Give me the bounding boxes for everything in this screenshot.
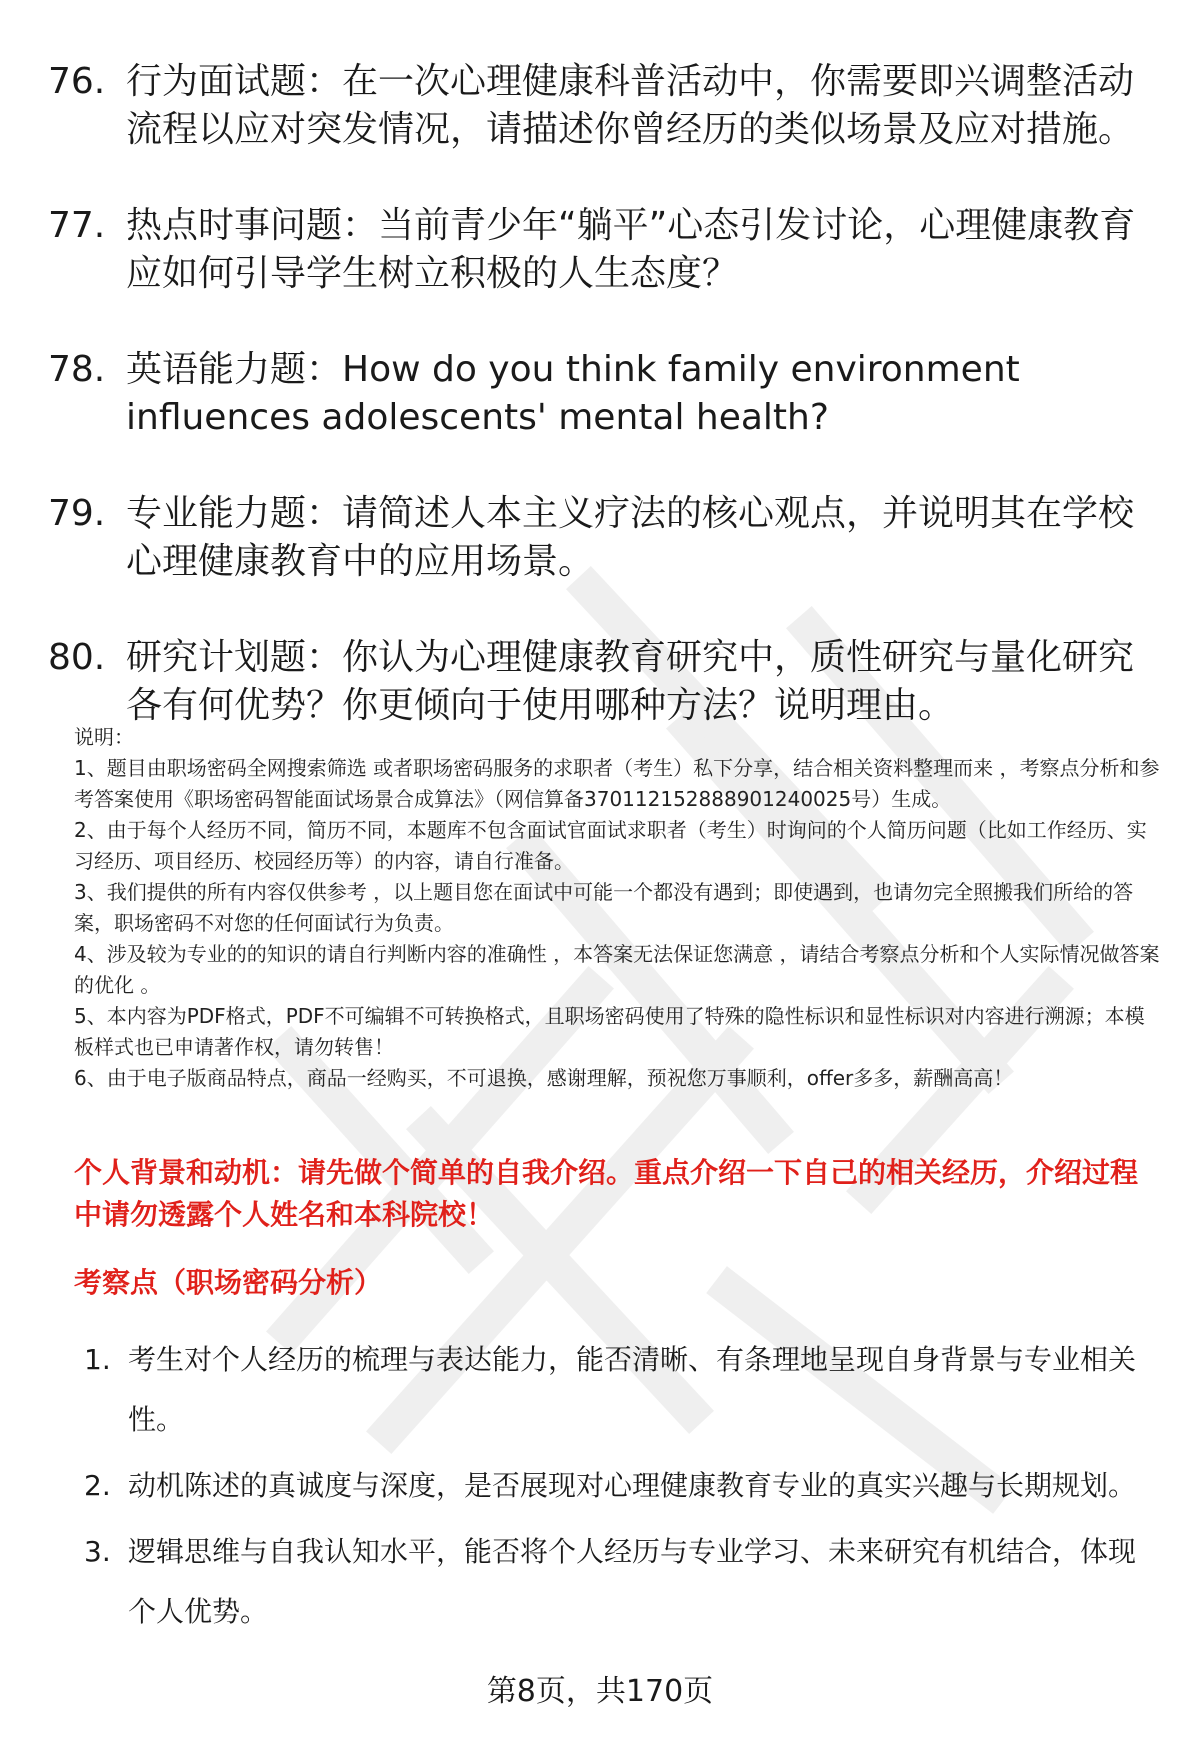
note-item: 5、本内容为PDF格式，PDF不可编辑不可转换格式，且职场密码使用了特殊的隐性标识和显性标识对内容进行溯源；本模板样式也已申请著作权，请勿转售！ (74, 1004, 1145, 1059)
section-title: 个人背景和动机：请先做个简单的自我介绍。重点介绍一下自己的相关经历，介绍过程中请勿透露个人姓名和本科院校！ (74, 1156, 1139, 1231)
note-item: 4、涉及较为专业的的知识的请自行判断内容的准确性 ，本答案无法保证您满意 ，请结合考察点分析和个人实际情况做答案的优化 。 (74, 942, 1160, 997)
point-number: 3. (84, 1535, 111, 1568)
question-item (48, 202, 1158, 298)
question-item (48, 346, 1158, 442)
note-item: 6、由于电子版商品特点，商品一经购买，不可退换，感谢理解，预祝您万事顺利，offer多多，薪酬高高！ (74, 1066, 1014, 1090)
question-list (48, 58, 1158, 778)
question-number: 77. (48, 205, 106, 246)
question-item (48, 58, 1158, 154)
analysis-point (84, 1330, 1154, 1450)
analysis-point (84, 1456, 1154, 1516)
page-number: 第8页，共170页 (486, 1674, 714, 1709)
point-text: 考生对个人经历的梳理与表达能力，能否清晰、有条理地呈现自身背景与专业相关性。 (128, 1343, 1137, 1436)
note-item: 1、题目由职场密码全网搜索筛选 或者职场密码服务的求职者（考生）私下分享，结合相关资料整理而来 ，考察点分析和参考答案使用《职场密码智能面试场景合成算法》（网信算备370112152888901240025号）生成。 (74, 756, 1160, 811)
question-item (48, 490, 1158, 586)
point-number: 2. (84, 1469, 111, 1502)
note-item: 2、由于每个人经历不同，简历不同，本题库不包含面试官面试求职者（考生）时询问的个人简历问题（比如工作经历、实习经历、项目经历、校园经历等）的内容，请自行准备。 (74, 818, 1147, 873)
question-number: 79. (48, 493, 106, 534)
question-item (48, 634, 1158, 730)
question-number: 80. (48, 637, 106, 678)
analysis-points (84, 1330, 1154, 1648)
question-text: 热点时事问题：当前青少年“躺平”心态引发讨论，心理健康教育应如何引导学生树立积极的人生态度？ (126, 205, 1136, 294)
notes-section (74, 722, 1164, 1094)
point-text: 逻辑思维与自我认知水平，能否将个人经历与专业学习、未来研究有机结合，体现个人优势。 (128, 1535, 1137, 1628)
point-number: 1. (84, 1343, 111, 1376)
notes-title: 说明： (74, 725, 134, 749)
question-text: 研究计划题：你认为心理健康教育研究中，质性研究与量化研究各有何优势？你更倾向于使用哪种方法？说明理由。 (126, 637, 1135, 726)
point-text: 动机陈述的真诚度与深度，是否展现对心理健康教育专业的真实兴趣与长期规划。 (128, 1469, 1137, 1502)
analysis-point (84, 1522, 1154, 1642)
question-number: 76. (48, 61, 106, 102)
question-text: 英语能力题：How do you think family environment influences adolescents' mental health? (126, 349, 1020, 438)
question-number: 78. (48, 349, 106, 390)
section-subtitle: 考察点（职场密码分析） (74, 1266, 383, 1299)
question-text: 专业能力题：请简述人本主义疗法的核心观点，并说明其在学校心理健康教育中的应用场景。 (126, 493, 1135, 582)
note-item: 3、我们提供的所有内容仅供参考 ，以上题目您在面试中可能一个都没有遇到；即使遇到，也请勿完全照搬我们所给的答案，职场密码不对您的任何面试行为负责。 (74, 880, 1134, 935)
question-text: 行为面试题：在一次心理健康科普活动中，你需要即兴调整活动流程以应对突发情况，请描述你曾经历的类似场景及应对措施。 (126, 61, 1135, 150)
